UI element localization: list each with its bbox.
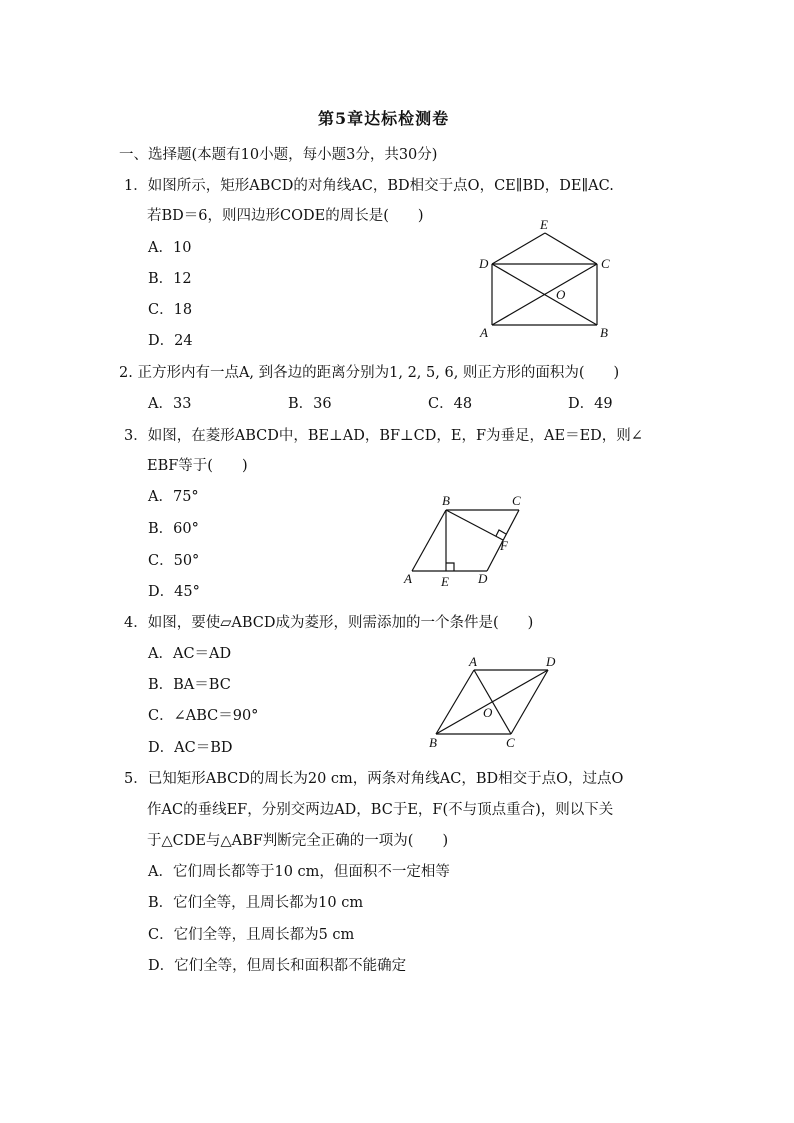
- q3-line2: EBF等于( ): [147, 458, 248, 474]
- q3-option-a[interactable]: A．75°: [148, 489, 199, 505]
- q4-label-a: A: [469, 654, 477, 669]
- q4-line1: 4．如图，要使▱ABCD成为菱形，则需添加的一个条件是( ): [124, 615, 534, 631]
- page-title: 第5章达标检测卷: [318, 109, 450, 128]
- q1-option-b[interactable]: B．12: [148, 271, 192, 287]
- q2-option-a[interactable]: A．33: [148, 396, 192, 412]
- q4-label-c: C: [506, 735, 515, 750]
- q4-option-a[interactable]: A．AC＝AD: [148, 646, 232, 662]
- q4-edge-dc: [511, 670, 548, 734]
- q1-label-b: B: [600, 325, 608, 340]
- q3-label-f: F: [500, 538, 508, 553]
- q3-option-d[interactable]: D．45°: [148, 584, 200, 600]
- q2-line1: 2. 正方形内有一点A, 到各边的距离分别为1, 2, 5, 6, 则正方形的面积为( ): [119, 365, 620, 381]
- q2-option-b[interactable]: B．36: [288, 396, 332, 412]
- q1-label-c: C: [601, 256, 610, 271]
- q5-line1: 5．已知矩形ABCD的周长为20 cm，两条对角线AC，BD相交于点O，过点O: [124, 771, 624, 787]
- q4-edge-ba: [436, 670, 474, 734]
- q3-label-a: A: [404, 571, 412, 586]
- q1-option-c[interactable]: C．18: [148, 302, 193, 318]
- q3-option-c[interactable]: C．50°: [148, 553, 200, 569]
- q3-option-b[interactable]: B．60°: [148, 521, 199, 537]
- q3-label-e: E: [441, 574, 449, 589]
- q5-option-a[interactable]: A．它们周长都等于10 cm，但面积不一定相等: [148, 864, 450, 880]
- q5-line3: 于△CDE与△ABF判断完全正确的一项为( ): [147, 833, 449, 849]
- q2-option-c[interactable]: C．48: [428, 396, 473, 412]
- q4-option-b[interactable]: B．BA＝BC: [148, 677, 231, 693]
- q4-label-o: O: [483, 705, 493, 720]
- q1-label-a: A: [480, 325, 488, 340]
- q4-label-d: D: [546, 654, 556, 669]
- section-header: 一、选择题(本题有10小题，每小题3分，共30分): [119, 147, 438, 163]
- q3-label-b: B: [442, 493, 450, 508]
- q4-option-d[interactable]: D．AC＝BD: [148, 740, 233, 756]
- q5-option-c[interactable]: C．它们全等，且周长都为5 cm: [148, 927, 355, 943]
- q5-option-b[interactable]: B．它们全等，且周长都为10 cm: [148, 895, 364, 911]
- q4-option-c[interactable]: C．∠ABC＝90°: [148, 708, 259, 724]
- q1-option-a[interactable]: A．10: [148, 240, 192, 256]
- q4-diagonal-bd: [436, 670, 548, 734]
- q3-label-c: C: [512, 493, 521, 508]
- q1-line1: 1．如图所示，矩形ABCD的对角线AC，BD相交于点O，CE∥BD，DE∥AC.: [124, 178, 614, 194]
- q1-line2: 若BD＝6，则四边形CODE的周长是( ): [147, 208, 424, 224]
- q5-option-d[interactable]: D．它们全等，但周长和面积都不能确定: [148, 958, 407, 974]
- q1-option-d[interactable]: D．24: [148, 333, 193, 349]
- q3-line1: 3．如图，在菱形ABCD中，BE⊥AD，BF⊥CD，E，F为垂足，AE＝ED，则∠: [124, 428, 643, 444]
- q5-line2: 作AC的垂线EF，分别交两边AD，BC于E，F(不与顶点重合)，则以下关: [147, 802, 614, 818]
- q2-option-d[interactable]: D．49: [568, 396, 613, 412]
- q1-label-e: E: [540, 217, 548, 232]
- q4-label-b: B: [429, 735, 437, 750]
- q1-label-d: D: [479, 256, 489, 271]
- q1-label-o: O: [556, 287, 566, 302]
- q3-label-d: D: [478, 571, 488, 586]
